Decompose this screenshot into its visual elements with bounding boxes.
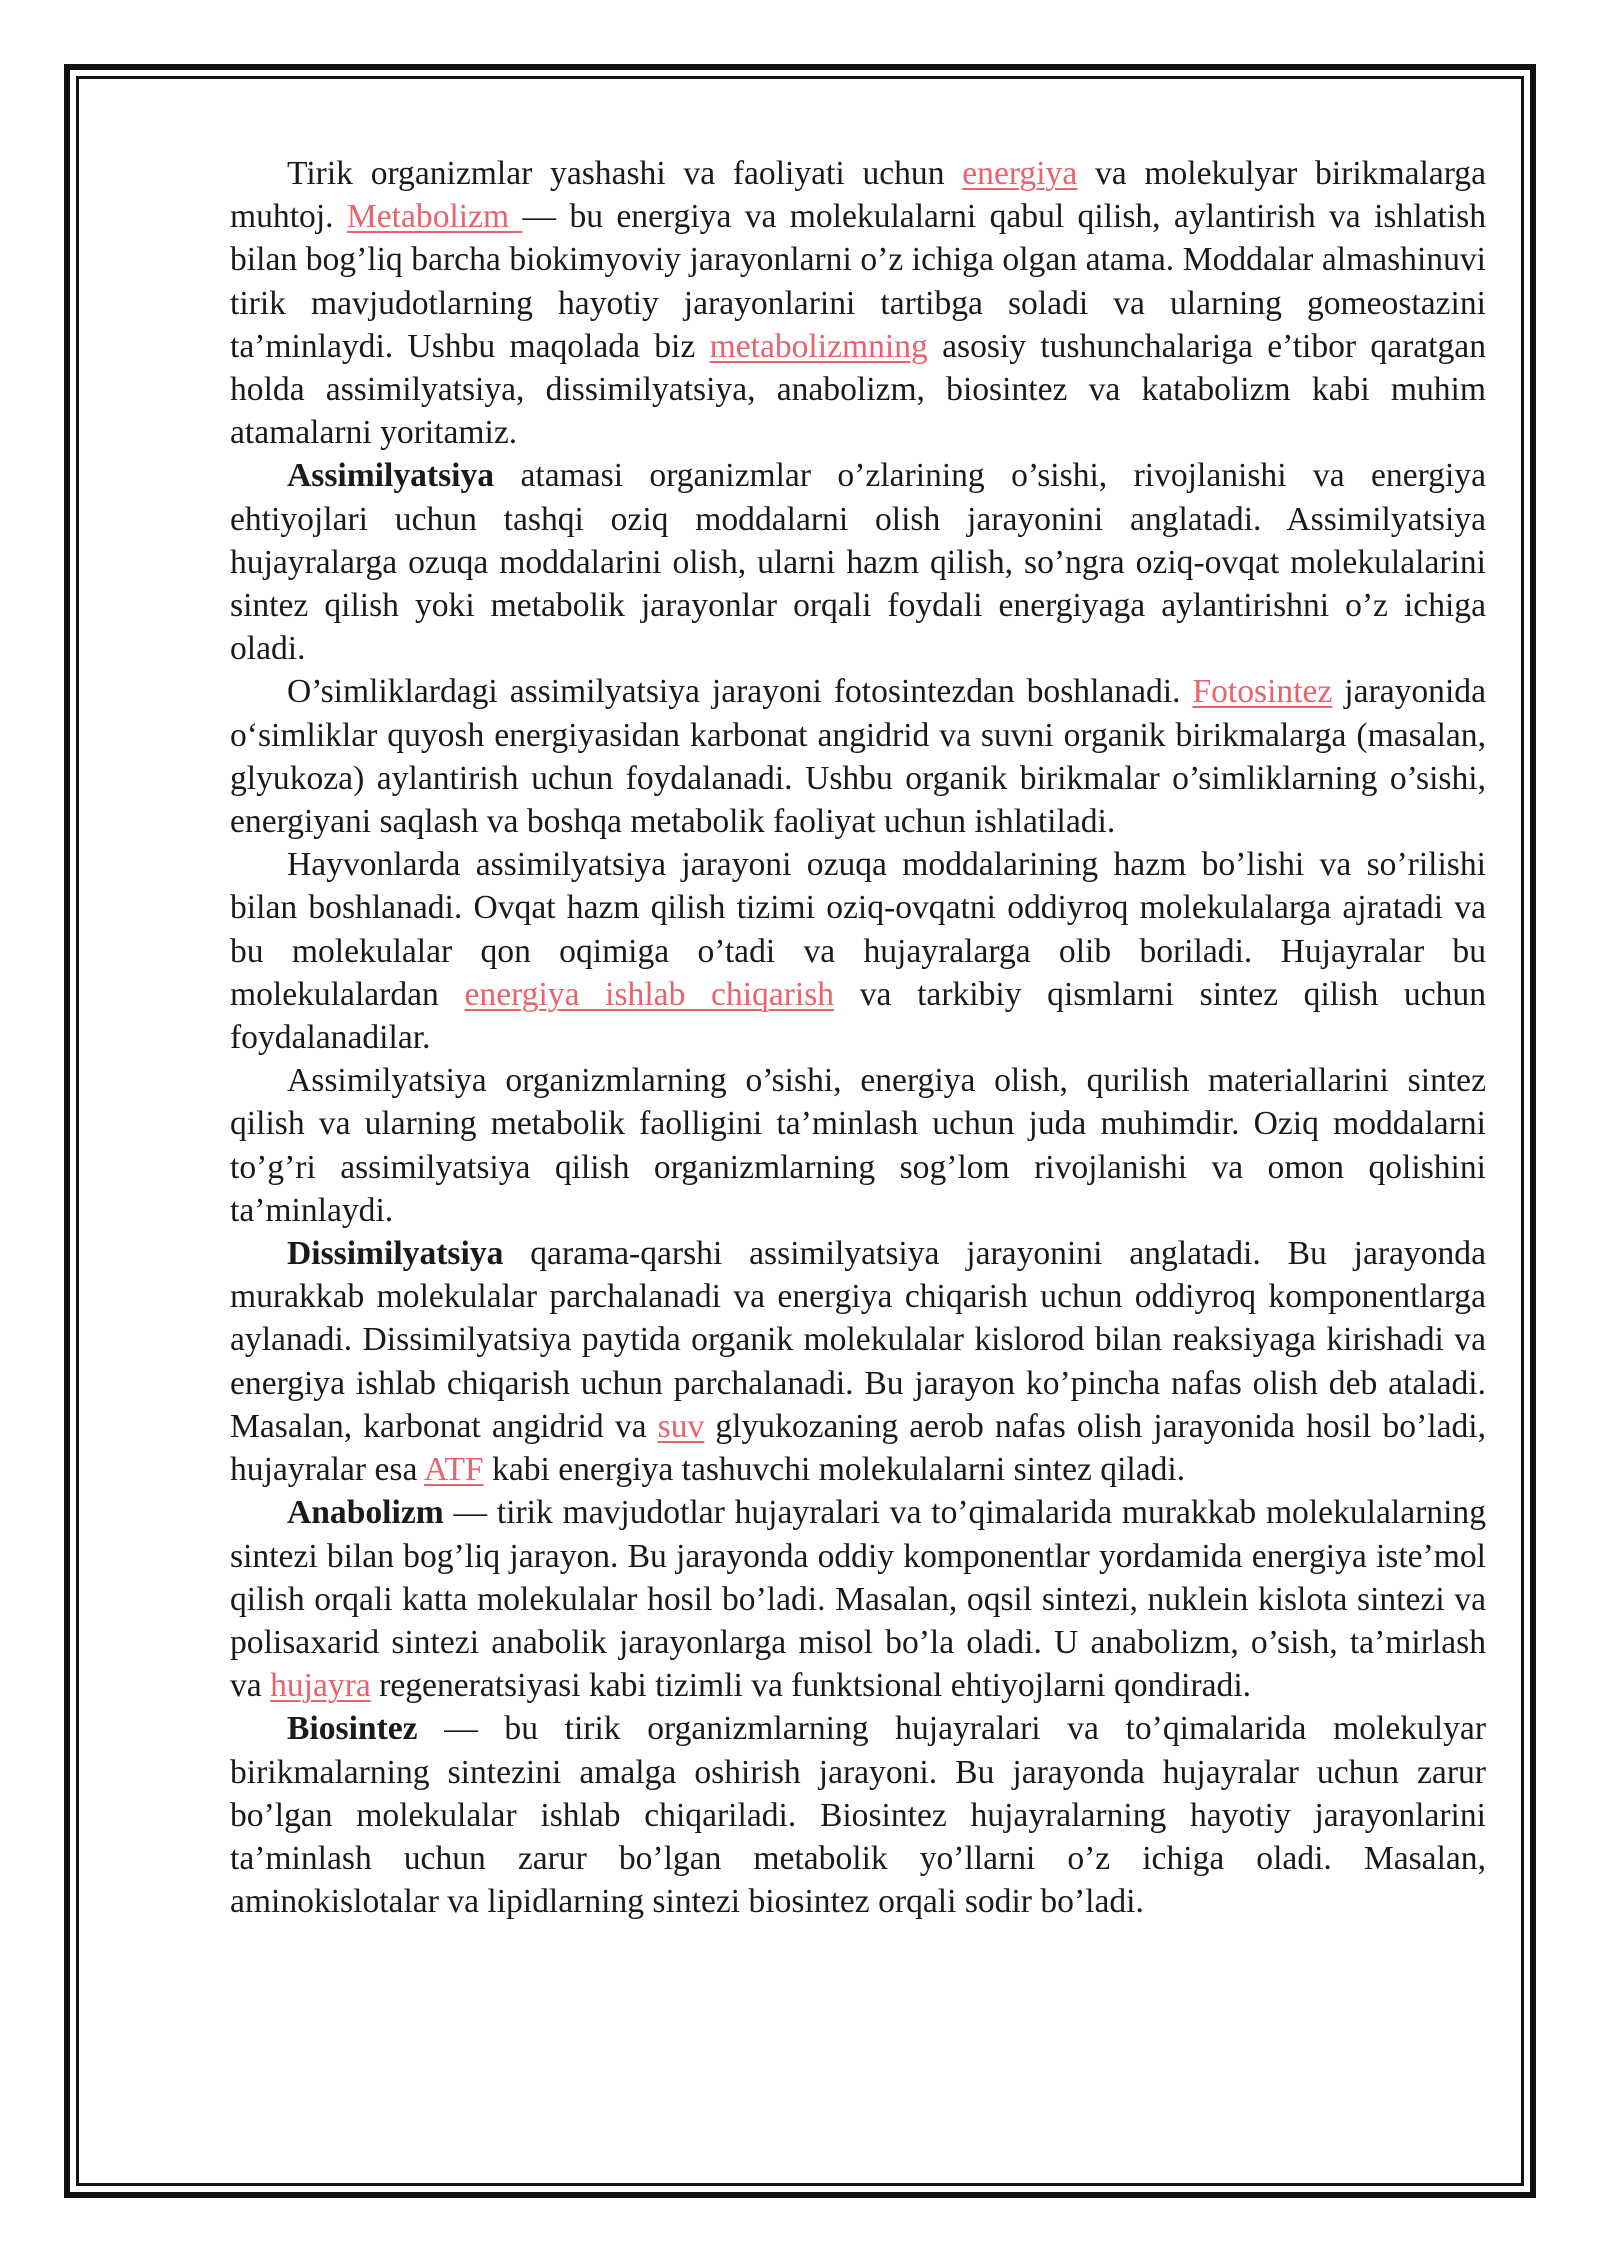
link-energiya[interactable]: energiya <box>962 155 1078 192</box>
term-anabolizm: Anabolizm <box>287 1494 444 1532</box>
link-atf[interactable]: ATF <box>423 1451 484 1489</box>
paragraph-anabolizm: Anabolizm — tirik mavjudotlar hujayralari va to’qimalarida murakkab molekulalarning sintezi bilan bog’liq jarayon. Bu jarayonda oddiy komponentlar yordamida energiya iste’mol qilish orqali katta molekulalar hosil bo’ladi. Masalan, oqsil sintezi, nuklein kislota sintezi va polisaxarid sintezi anabolik jarayonlarga misol bo’la oladi. U anabolizm, o’sish, ta’mirlash va hujayra regeneratsiyasi kabi tizimli va funktsional ehtiyojlarni qondiradi. <box>230 1494 1486 1705</box>
link-metabolizm[interactable]: Metabolizm <box>346 198 523 236</box>
paragraph-assimilyatsiya-importance: Assimilyatsiya organizmlarning o’sishi, energiya olish, qurilish materiallarini sintez qilish va ularning metabolik faolligini ta’minlash uchun juda muhimdir. Oziq moddalarni to’g’ri assimilyatsiya qilish organizmlarning sog’lom rivojlanishi va omon qolishini ta’minlaydi. <box>230 1062 1486 1229</box>
paragraph-dissimilyatsiya: Dissimilyatsiya qarama-qarshi assimilyatsiya jarayonini anglatadi. Bu jarayonda murakkab molekulalar parchalanadi va energiya chiqarish uchun oddiyroq komponentlarga aylanadi. Dissimilyatsiya paytida organik molekulalar kislorod bilan reaksiyaga kirishadi va energiya ishlab chiqarish uchun parchalanadi. Bu jarayon ko’pincha nafas olish deb ataladi. Masalan, karbonat angidrid va suv glyukozaning aerob nafas olish jarayonida hosil bo’ladi, hujayralar esa ATF kabi energiya tashuvchi molekulalarni sintez qiladi. <box>230 1235 1486 1489</box>
link-metabolizmning[interactable]: metabolizmning <box>709 327 928 365</box>
term-assimilyatsiya: Assimilyatsiya <box>287 457 495 495</box>
link-hujayra[interactable]: hujayra <box>270 1667 371 1705</box>
document-body <box>230 152 1486 1923</box>
link-fotosintez[interactable]: Fotosintez <box>1192 673 1333 711</box>
paragraph-plants: O’simliklardagi assimilyatsiya jarayoni fotosintezdan boshlanadi. Fotosintez jarayonida o‘simliklar quyosh energiyasidan karbonat angidrid va suvni organik birikmalarga (masalan, glyukoza) aylantirish uchun foydalanadi. Ushbu organik birikmalar o’simliklarning o’sishi, energiyani saqlash va boshqa metabolik faoliyat uchun ishlatiladi. <box>230 673 1486 841</box>
link-suv[interactable]: suv <box>657 1407 705 1445</box>
paragraph-animals: Hayvonlarda assimilyatsiya jarayoni ozuqa moddalarining hazm bo’lishi va so’rilishi bilan boshlanadi. Ovqat hazm qilish tizimi oziq-ovqatni oddiyroq molekulalarga ajratadi va bu molekulalar qon oqimiga o’tadi va hujayralarga olib boriladi. Hujayralar bu molekulalardan energiya ishlab chiqarish va tarkibiy qismlarni sintez qilish uchun foydalanadilar. <box>230 846 1486 1057</box>
paragraph-biosintez: Biosintez — bu tirik organizmlarning hujayralari va to’qimalarida molekulyar birikmalarning sintezini amalga oshirish jarayoni. Bu jarayonda hujayralar uchun zarur bo’lgan molekulalar ishlab chiqariladi. Biosintez hujayralarning hayotiy jarayonlarini ta’minlash uchun zarur bo’lgan metabolik yo’llarni o’z ichiga oladi. Masalan, aminokislotalar va lipidlarning sintezi biosintez orqali sodir bo’ladi. <box>230 1710 1486 1921</box>
term-biosintez: Biosintez <box>287 1710 418 1748</box>
paragraph-intro: Tirik organizmlar yashashi va faoliyati uchun energiya va molekulyar birikmalarga muhtoj. Metabolizm — bu energiya va molekulalarni qabul qilish, aylantirish va ishlatish bilan bog’liq barcha biokimyoviy jarayonlarni o’z ichiga olgan atama. Moddalar almashinuvi tirik mavjudotlarning hayotiy jarayonlarini tartibga soladi va ularning gomeostazini ta’minlaydi. Ushbu maqolada biz metabolizmning asosiy tushunchalariga e’tibor qaratgan holda assimilyatsiya, dissimilyatsiya, anabolizm, biosintez va katabolizm kabi muhim atamalarni yoritamiz. <box>230 155 1487 452</box>
link-energiya-ishlab-chiqarish[interactable]: energiya ishlab chiqarish <box>464 975 835 1013</box>
term-dissimilyatsiya: Dissimilyatsiya <box>287 1235 504 1273</box>
paragraph-assimilyatsiya: Assimilyatsiya atamasi organizmlar o’zlarining o’sishi, rivojlanishi va energiya ehtiyojlari uchun tashqi oziq moddalarni olish jarayonini anglatadi. Assimilyatsiya hujayralarga ozuqa moddalarini olish, ularni hazm qilish, so’ngra oziq-ovqat molekulalarini sintez qilish yoki metabolik jarayonlar orqali foydali energiyaga aylantirishni o’z ichiga oladi. <box>230 457 1486 668</box>
